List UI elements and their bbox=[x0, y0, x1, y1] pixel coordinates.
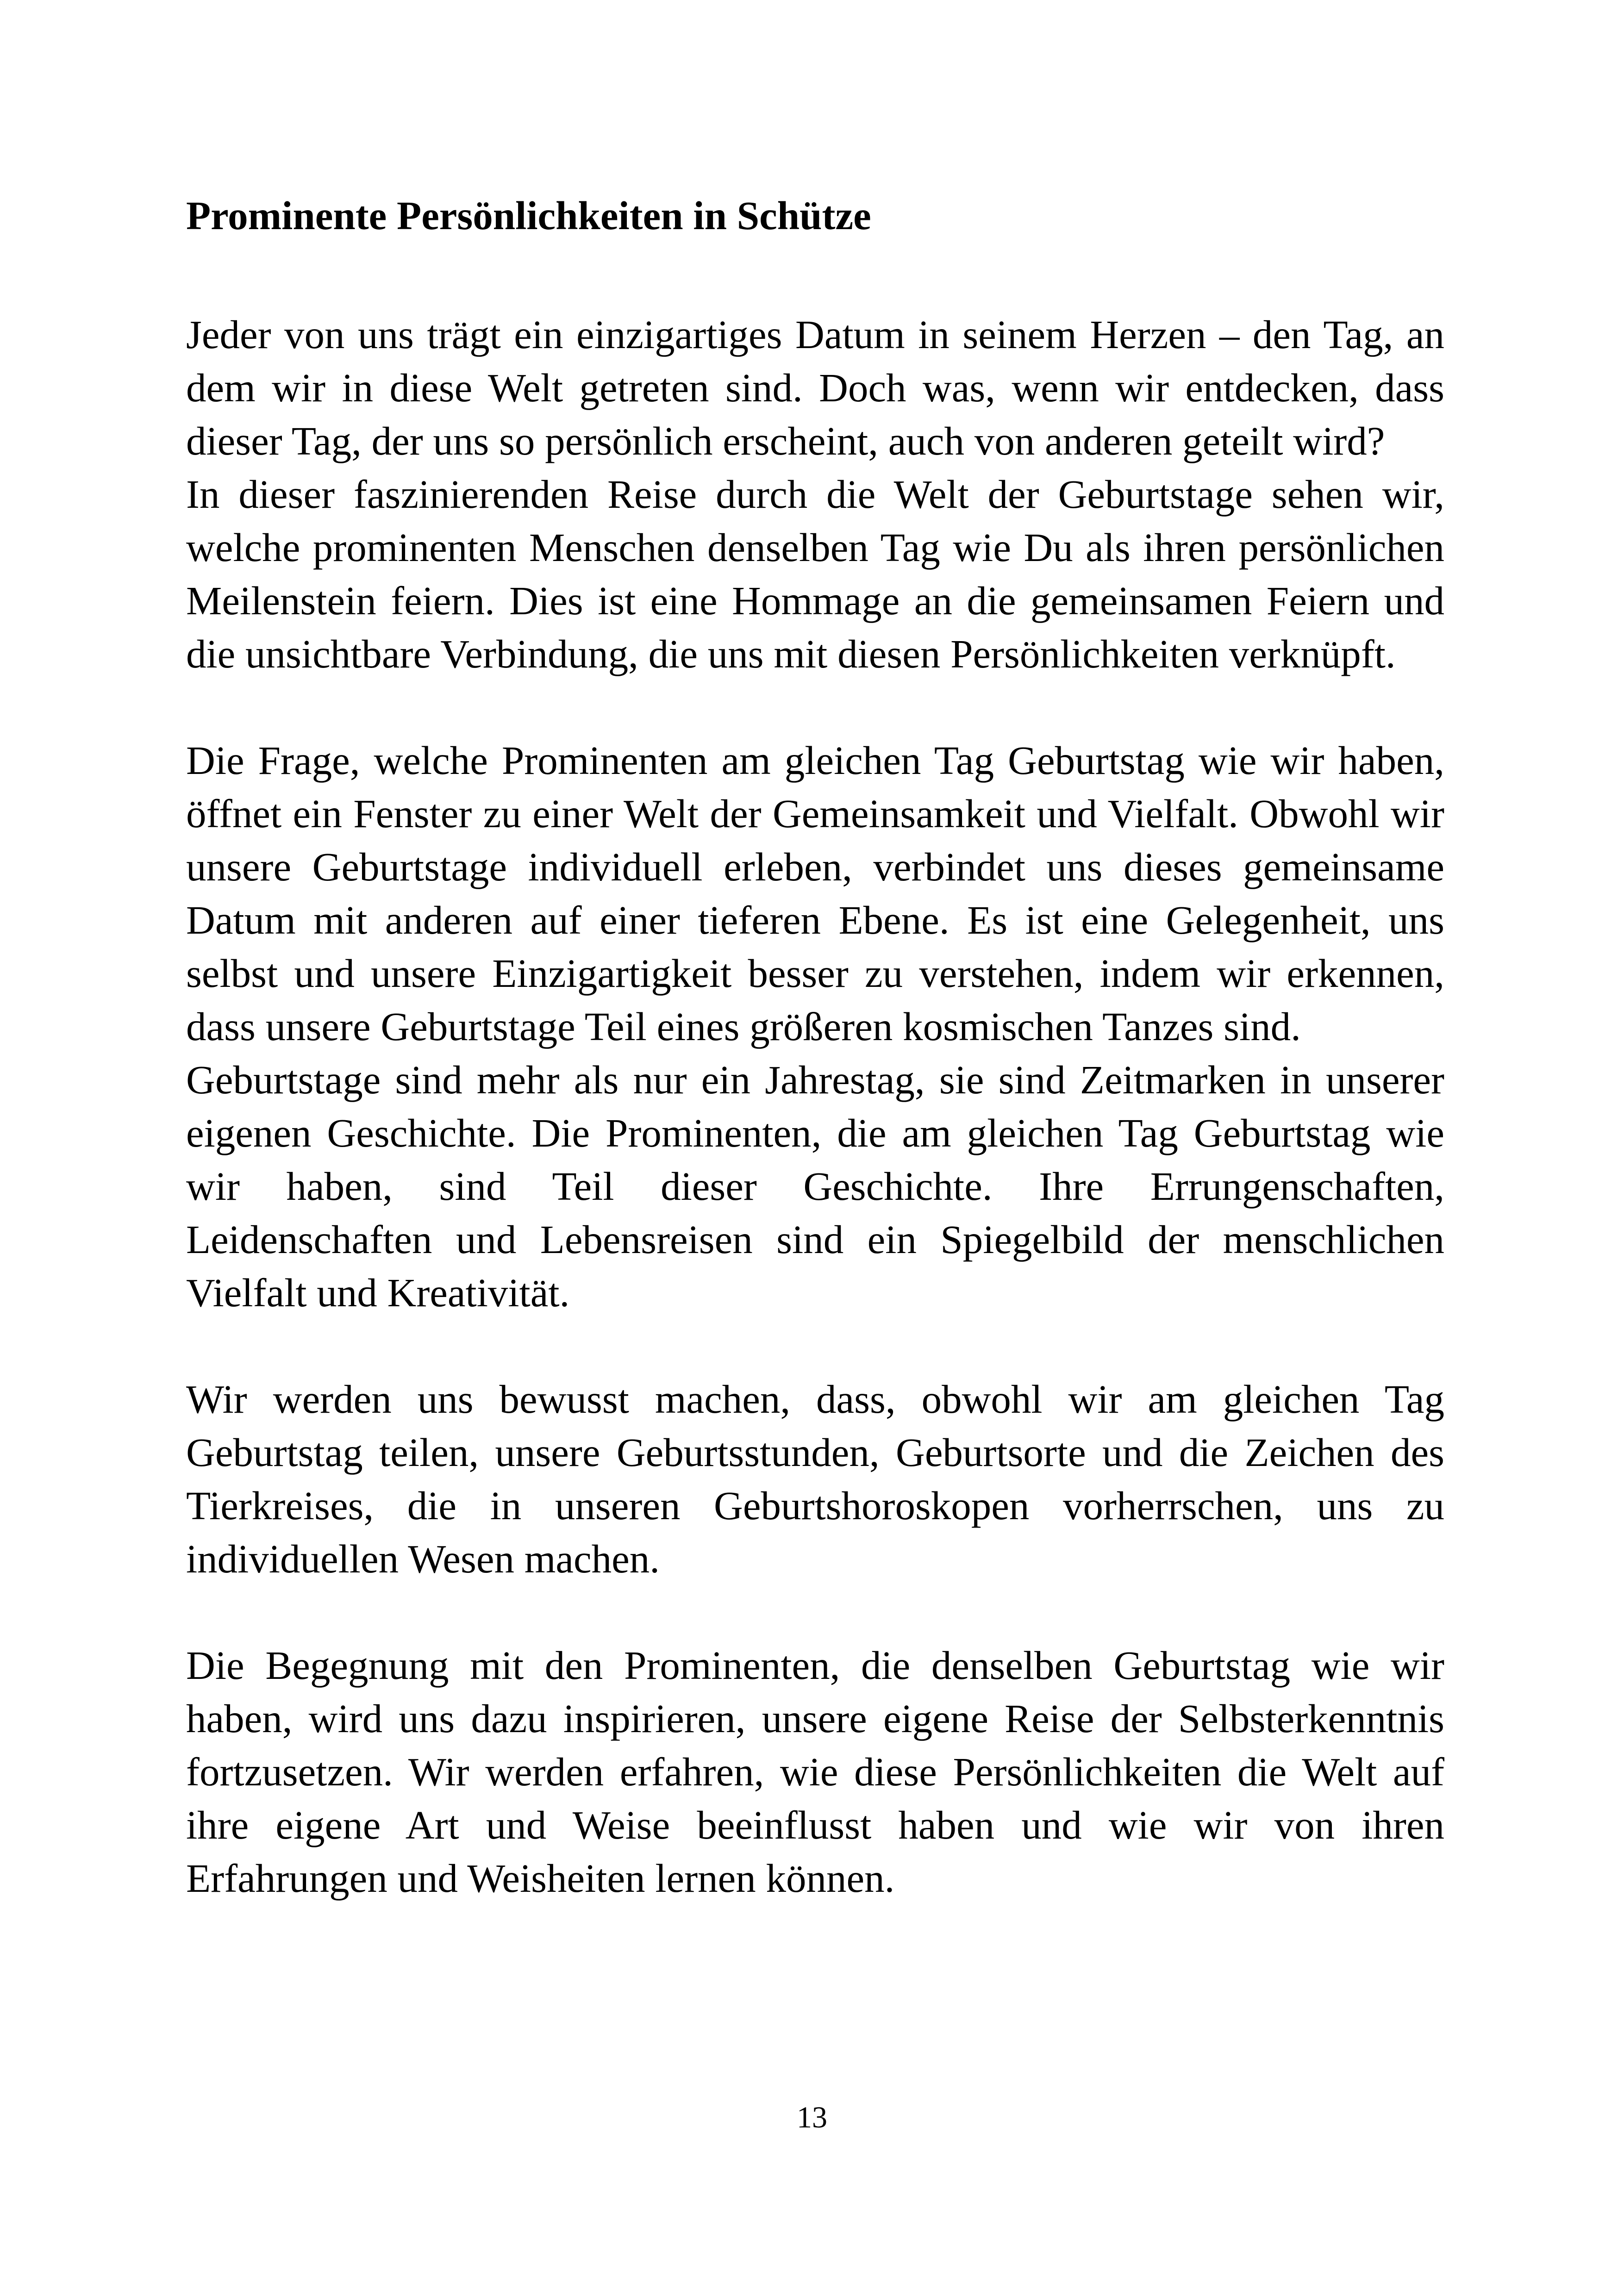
paragraph-6: Die Begegnung mit den Prominenten, die denselben Geburtstag wie wir haben, wird uns dazu inspirieren, unsere eigene Reise der Selbsterkenntnis fortzusetzen. Wir werden erfahren, wie diese Persönlichkeiten die Welt auf ihre eigene Art und Weise beeinflusst haben und wie wir von ihren Erfahrungen und Weisheiten lernen können. bbox=[186, 1643, 1444, 1901]
paragraph-2: In dieser faszinierenden Reise durch die Welt der Geburtstage sehen wir, welche prominenten Menschen denselben Tag wie Du als ihren persönlichen Meilenstein feiern. Dies ist eine Hommage an die gemeinsamen Feiern und die unsichtbare Verbindung, die uns mit diesen Persönlichkeiten verknüpft. bbox=[186, 472, 1444, 676]
page-number: 13 bbox=[797, 2101, 827, 2134]
paragraph-4: Geburtstage sind mehr als nur ein Jahrestag, sie sind Zeitmarken in unserer eigenen Geschichte. Die Prominenten, die am gleichen Tag Geburtstag wie wir haben, sind Teil dieser Geschichte. Ihre Errungenschaften, Leidenschaften und Lebensreisen sind ein Spiegelbild der menschlichen Vielfalt und Kreativität. bbox=[186, 1057, 1444, 1315]
paragraph-3: Die Frage, welche Prominenten am gleichen Tag Geburtstag wie wir haben, öffnet ein Fenster zu einer Welt der Gemeinsamkeit und Vielfalt. Obwohl wir unsere Geburtstage individuell erleben, verbindet uns dieses gemeinsame Datum mit anderen auf einer tieferen Ebene. Es ist eine Gelegenheit, uns selbst und unsere Einzigartigkeit besser zu verstehen, indem wir erkennen, dass unsere Geburtstage Teil eines größeren kosmischen Tanzes sind. bbox=[186, 738, 1444, 1049]
body-text bbox=[186, 308, 1444, 1905]
paragraph-5: Wir werden uns bewusst machen, dass, obwohl wir am gleichen Tag Geburtstag teilen, unsere Geburtsstunden, Geburtsorte und die Zeichen des Tierkreises, die in unseren Geburtshoroskopen vorherrschen, uns zu individuellen Wesen machen. bbox=[186, 1377, 1444, 1581]
paragraph-1: Jeder von uns trägt ein einzigartiges Datum in seinem Herzen – den Tag, an dem wir in diese Welt getreten sind. Doch was, wenn wir entdecken, dass dieser Tag, der uns so persönlich erscheint, auch von anderen geteilt wird? bbox=[186, 312, 1444, 463]
page-heading: Prominente Persönlichkeiten in Schütze bbox=[186, 193, 871, 238]
